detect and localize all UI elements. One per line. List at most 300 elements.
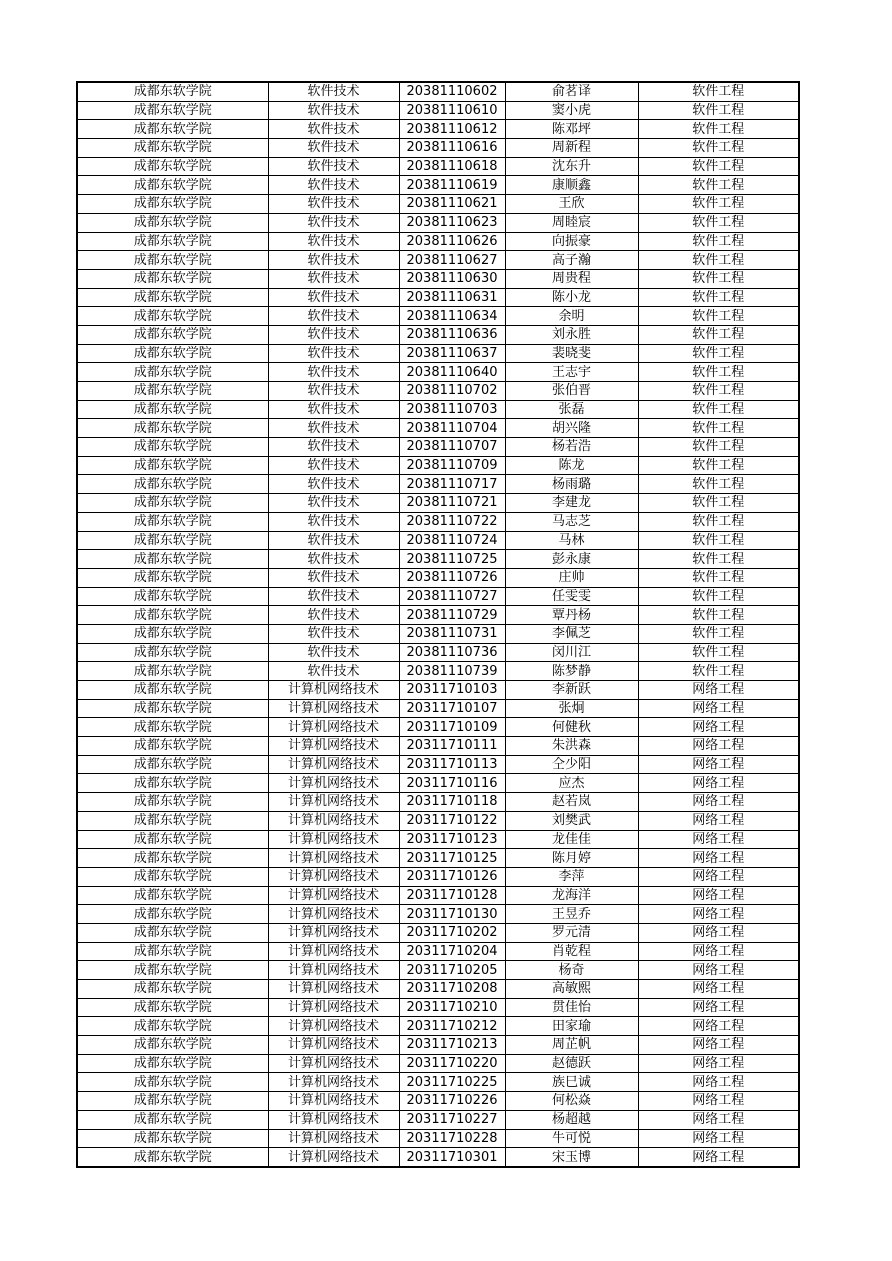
student-name-cell: 龙佳佳: [505, 830, 638, 849]
table-row: [77, 886, 799, 905]
program-cell: 软件技术: [268, 288, 399, 307]
student-name-cell: 仝少阳: [505, 755, 638, 774]
school-cell: 成都东软学院: [77, 699, 268, 718]
student-name-cell: 刘永胜: [505, 325, 638, 344]
major-cell: 网络工程: [638, 1036, 799, 1055]
student-name-cell: 张磊: [505, 400, 638, 419]
program-cell: 计算机网络技术: [268, 737, 399, 756]
major-cell: 网络工程: [638, 774, 799, 793]
school-cell: 成都东软学院: [77, 998, 268, 1017]
student-name-cell: 周芷帆: [505, 1036, 638, 1055]
table-row: [77, 176, 799, 195]
student-id-cell: 20381110736: [399, 643, 505, 662]
program-cell: 软件技术: [268, 101, 399, 120]
major-cell: 软件工程: [638, 157, 799, 176]
program-cell: 软件技术: [268, 325, 399, 344]
program-cell: 计算机网络技术: [268, 1017, 399, 1036]
student-name-cell: 陈龙: [505, 456, 638, 475]
major-cell: 网络工程: [638, 755, 799, 774]
program-cell: 计算机网络技术: [268, 1073, 399, 1092]
program-cell: 软件技术: [268, 195, 399, 214]
program-cell: 软件技术: [268, 662, 399, 681]
student-id-cell: 20381110724: [399, 531, 505, 550]
student-id-cell: 20381110640: [399, 363, 505, 382]
school-cell: 成都东软学院: [77, 737, 268, 756]
program-cell: 计算机网络技术: [268, 830, 399, 849]
student-id-cell: 20381110709: [399, 456, 505, 475]
program-cell: 计算机网络技术: [268, 867, 399, 886]
major-cell: 网络工程: [638, 1017, 799, 1036]
school-cell: 成都东软学院: [77, 195, 268, 214]
major-cell: 软件工程: [638, 325, 799, 344]
student-id-cell: 20311710208: [399, 980, 505, 999]
table-row: [77, 157, 799, 176]
school-cell: 成都东软学院: [77, 587, 268, 606]
program-cell: 软件技术: [268, 550, 399, 569]
program-cell: 软件技术: [268, 568, 399, 587]
table-row: [77, 363, 799, 382]
school-cell: 成都东软学院: [77, 662, 268, 681]
table-row: [77, 905, 799, 924]
program-cell: 计算机网络技术: [268, 681, 399, 700]
major-cell: 软件工程: [638, 251, 799, 270]
school-cell: 成都东软学院: [77, 1148, 268, 1167]
student-table-container: [76, 81, 800, 1168]
school-cell: 成都东软学院: [77, 1129, 268, 1148]
major-cell: 软件工程: [638, 195, 799, 214]
school-cell: 成都东软学院: [77, 606, 268, 625]
major-cell: 网络工程: [638, 867, 799, 886]
school-cell: 成都东软学院: [77, 157, 268, 176]
program-cell: 软件技术: [268, 512, 399, 531]
major-cell: 软件工程: [638, 120, 799, 139]
program-cell: 软件技术: [268, 531, 399, 550]
student-id-cell: 20311710205: [399, 961, 505, 980]
program-cell: 计算机网络技术: [268, 1129, 399, 1148]
student-id-cell: 20381110619: [399, 176, 505, 195]
student-id-cell: 20311710109: [399, 718, 505, 737]
table-row: [77, 568, 799, 587]
student-name-cell: 沈东升: [505, 157, 638, 176]
student-id-cell: 20311710122: [399, 811, 505, 830]
school-cell: 成都东软学院: [77, 718, 268, 737]
program-cell: 软件技术: [268, 382, 399, 401]
major-cell: 软件工程: [638, 475, 799, 494]
program-cell: 软件技术: [268, 494, 399, 513]
student-name-cell: 俞茗译: [505, 82, 638, 101]
student-name-cell: 李新跃: [505, 681, 638, 700]
student-name-cell: 赵德跃: [505, 1054, 638, 1073]
school-cell: 成都东软学院: [77, 793, 268, 812]
school-cell: 成都东软学院: [77, 213, 268, 232]
school-cell: 成都东软学院: [77, 325, 268, 344]
major-cell: 软件工程: [638, 269, 799, 288]
table-row: [77, 232, 799, 251]
table-row: [77, 849, 799, 868]
student-id-cell: 20311710210: [399, 998, 505, 1017]
program-cell: 软件技术: [268, 419, 399, 438]
student-id-cell: 20381110631: [399, 288, 505, 307]
student-name-cell: 赵若岚: [505, 793, 638, 812]
school-cell: 成都东软学院: [77, 923, 268, 942]
table-row: [77, 400, 799, 419]
table-row: [77, 643, 799, 662]
student-id-cell: 20311710204: [399, 942, 505, 961]
major-cell: 软件工程: [638, 624, 799, 643]
student-table: [76, 81, 800, 1168]
student-name-cell: 王欣: [505, 195, 638, 214]
major-cell: 软件工程: [638, 643, 799, 662]
student-id-cell: 20381110621: [399, 195, 505, 214]
school-cell: 成都东软学院: [77, 980, 268, 999]
student-name-cell: 闵川江: [505, 643, 638, 662]
student-name-cell: 龙海洋: [505, 886, 638, 905]
table-row: [77, 774, 799, 793]
major-cell: 网络工程: [638, 737, 799, 756]
major-cell: 网络工程: [638, 830, 799, 849]
student-id-cell: 20311710227: [399, 1110, 505, 1129]
program-cell: 计算机网络技术: [268, 905, 399, 924]
student-name-cell: 牛可悦: [505, 1129, 638, 1148]
school-cell: 成都东软学院: [77, 82, 268, 101]
major-cell: 网络工程: [638, 942, 799, 961]
school-cell: 成都东软学院: [77, 419, 268, 438]
table-row: [77, 737, 799, 756]
student-id-cell: 20311710107: [399, 699, 505, 718]
student-id-cell: 20381110630: [399, 269, 505, 288]
school-cell: 成都东软学院: [77, 849, 268, 868]
student-id-cell: 20311710123: [399, 830, 505, 849]
school-cell: 成都东软学院: [77, 643, 268, 662]
school-cell: 成都东软学院: [77, 1054, 268, 1073]
student-name-cell: 宋玉博: [505, 1148, 638, 1167]
program-cell: 软件技术: [268, 475, 399, 494]
major-cell: 软件工程: [638, 400, 799, 419]
school-cell: 成都东软学院: [77, 905, 268, 924]
table-row: [77, 120, 799, 139]
major-cell: 软件工程: [638, 494, 799, 513]
student-id-cell: 20311710126: [399, 867, 505, 886]
major-cell: 网络工程: [638, 849, 799, 868]
program-cell: 计算机网络技术: [268, 699, 399, 718]
school-cell: 成都东软学院: [77, 475, 268, 494]
school-cell: 成都东软学院: [77, 456, 268, 475]
program-cell: 软件技术: [268, 232, 399, 251]
student-id-cell: 20311710113: [399, 755, 505, 774]
major-cell: 网络工程: [638, 1073, 799, 1092]
student-name-cell: 杨雨璐: [505, 475, 638, 494]
major-cell: 网络工程: [638, 681, 799, 700]
student-name-cell: 胡兴隆: [505, 419, 638, 438]
table-row: [77, 587, 799, 606]
student-id-cell: 20381110612: [399, 120, 505, 139]
major-cell: 软件工程: [638, 419, 799, 438]
table-row: [77, 195, 799, 214]
student-name-cell: 窦小虎: [505, 101, 638, 120]
major-cell: 软件工程: [638, 568, 799, 587]
school-cell: 成都东软学院: [77, 512, 268, 531]
major-cell: 软件工程: [638, 213, 799, 232]
major-cell: 网络工程: [638, 980, 799, 999]
student-id-cell: 20381110636: [399, 325, 505, 344]
student-name-cell: 周睦宸: [505, 213, 638, 232]
school-cell: 成都东软学院: [77, 531, 268, 550]
school-cell: 成都东软学院: [77, 1110, 268, 1129]
student-id-cell: 20311710228: [399, 1129, 505, 1148]
student-name-cell: 贯佳怡: [505, 998, 638, 1017]
table-row: [77, 475, 799, 494]
program-cell: 软件技术: [268, 251, 399, 270]
student-id-cell: 20381110717: [399, 475, 505, 494]
student-id-cell: 20381110618: [399, 157, 505, 176]
student-name-cell: 马林: [505, 531, 638, 550]
program-cell: 软件技术: [268, 82, 399, 101]
table-row: [77, 1073, 799, 1092]
program-cell: 软件技术: [268, 157, 399, 176]
school-cell: 成都东软学院: [77, 830, 268, 849]
program-cell: 软件技术: [268, 269, 399, 288]
student-name-cell: 王昱乔: [505, 905, 638, 924]
program-cell: 软件技术: [268, 120, 399, 139]
major-cell: 软件工程: [638, 232, 799, 251]
student-name-cell: 覃丹杨: [505, 606, 638, 625]
table-row: [77, 1054, 799, 1073]
table-row: [77, 456, 799, 475]
student-name-cell: 张炯: [505, 699, 638, 718]
major-cell: 软件工程: [638, 456, 799, 475]
table-row: [77, 531, 799, 550]
student-id-cell: 20311710130: [399, 905, 505, 924]
student-name-cell: 杨超越: [505, 1110, 638, 1129]
major-cell: 网络工程: [638, 793, 799, 812]
student-name-cell: 陈邓坪: [505, 120, 638, 139]
table-row: [77, 923, 799, 942]
student-id-cell: 20311710301: [399, 1148, 505, 1167]
school-cell: 成都东软学院: [77, 568, 268, 587]
program-cell: 计算机网络技术: [268, 1054, 399, 1073]
student-id-cell: 20311710220: [399, 1054, 505, 1073]
program-cell: 计算机网络技术: [268, 755, 399, 774]
program-cell: 计算机网络技术: [268, 774, 399, 793]
student-id-cell: 20311710103: [399, 681, 505, 700]
program-cell: 软件技术: [268, 606, 399, 625]
major-cell: 软件工程: [638, 512, 799, 531]
major-cell: 软件工程: [638, 139, 799, 158]
major-cell: 网络工程: [638, 1092, 799, 1111]
program-cell: 计算机网络技术: [268, 1110, 399, 1129]
student-name-cell: 李佩芝: [505, 624, 638, 643]
table-row: [77, 1017, 799, 1036]
major-cell: 软件工程: [638, 531, 799, 550]
school-cell: 成都东软学院: [77, 382, 268, 401]
student-name-cell: 田家瑜: [505, 1017, 638, 1036]
major-cell: 网络工程: [638, 998, 799, 1017]
student-name-cell: 周新程: [505, 139, 638, 158]
school-cell: 成都东软学院: [77, 681, 268, 700]
student-name-cell: 何松焱: [505, 1092, 638, 1111]
program-cell: 计算机网络技术: [268, 849, 399, 868]
student-name-cell: 何健秋: [505, 718, 638, 737]
program-cell: 软件技术: [268, 438, 399, 457]
major-cell: 软件工程: [638, 288, 799, 307]
student-id-cell: 20381110703: [399, 400, 505, 419]
school-cell: 成都东软学院: [77, 867, 268, 886]
student-id-cell: 20381110704: [399, 419, 505, 438]
student-id-cell: 20381110626: [399, 232, 505, 251]
table-row: [77, 624, 799, 643]
table-row: [77, 942, 799, 961]
table-row: [77, 699, 799, 718]
student-name-cell: 任雯雯: [505, 587, 638, 606]
program-cell: 软件技术: [268, 456, 399, 475]
student-id-cell: 20381110725: [399, 550, 505, 569]
student-name-cell: 彭永康: [505, 550, 638, 569]
school-cell: 成都东软学院: [77, 438, 268, 457]
school-cell: 成都东软学院: [77, 307, 268, 326]
student-id-cell: 20311710118: [399, 793, 505, 812]
student-id-cell: 20311710111: [399, 737, 505, 756]
program-cell: 软件技术: [268, 139, 399, 158]
table-row: [77, 867, 799, 886]
student-id-cell: 20381110707: [399, 438, 505, 457]
student-id-cell: 20311710226: [399, 1092, 505, 1111]
table-row: [77, 1129, 799, 1148]
student-name-cell: 陈小龙: [505, 288, 638, 307]
major-cell: 软件工程: [638, 438, 799, 457]
student-name-cell: 李建龙: [505, 494, 638, 513]
major-cell: 软件工程: [638, 307, 799, 326]
student-name-cell: 刘樊武: [505, 811, 638, 830]
table-row: [77, 325, 799, 344]
table-row: [77, 307, 799, 326]
table-row: [77, 101, 799, 120]
table-row: [77, 980, 799, 999]
table-row: [77, 494, 799, 513]
program-cell: 计算机网络技术: [268, 923, 399, 942]
major-cell: 网络工程: [638, 699, 799, 718]
student-name-cell: 康顺鑫: [505, 176, 638, 195]
table-row: [77, 998, 799, 1017]
student-id-cell: 20381110729: [399, 606, 505, 625]
student-name-cell: 朱洪森: [505, 737, 638, 756]
major-cell: 网络工程: [638, 1129, 799, 1148]
student-id-cell: 20381110627: [399, 251, 505, 270]
student-id-cell: 20311710212: [399, 1017, 505, 1036]
major-cell: 网络工程: [638, 905, 799, 924]
table-row: [77, 288, 799, 307]
major-cell: 软件工程: [638, 101, 799, 120]
table-row: [77, 82, 799, 101]
major-cell: 软件工程: [638, 82, 799, 101]
major-cell: 软件工程: [638, 382, 799, 401]
school-cell: 成都东软学院: [77, 139, 268, 158]
school-cell: 成都东软学院: [77, 774, 268, 793]
student-name-cell: 杨若浩: [505, 438, 638, 457]
student-name-cell: 陈月婷: [505, 849, 638, 868]
student-name-cell: 杨奇: [505, 961, 638, 980]
student-id-cell: 20311710202: [399, 923, 505, 942]
table-row: [77, 662, 799, 681]
table-row: [77, 811, 799, 830]
table-row: [77, 1148, 799, 1167]
major-cell: 软件工程: [638, 587, 799, 606]
table-row: [77, 213, 799, 232]
school-cell: 成都东软学院: [77, 886, 268, 905]
school-cell: 成都东软学院: [77, 755, 268, 774]
major-cell: 软件工程: [638, 363, 799, 382]
student-id-cell: 20311710125: [399, 849, 505, 868]
table-body: [77, 82, 799, 1167]
student-id-cell: 20311710213: [399, 1036, 505, 1055]
school-cell: 成都东软学院: [77, 251, 268, 270]
student-id-cell: 20381110623: [399, 213, 505, 232]
table-row: [77, 419, 799, 438]
student-id-cell: 20311710128: [399, 886, 505, 905]
student-name-cell: 肖乾程: [505, 942, 638, 961]
school-cell: 成都东软学院: [77, 288, 268, 307]
table-row: [77, 438, 799, 457]
student-name-cell: 裴晓斐: [505, 344, 638, 363]
school-cell: 成都东软学院: [77, 101, 268, 120]
table-row: [77, 251, 799, 270]
student-id-cell: 20381110702: [399, 382, 505, 401]
program-cell: 软件技术: [268, 624, 399, 643]
student-name-cell: 周贵程: [505, 269, 638, 288]
table-row: [77, 1036, 799, 1055]
table-row: [77, 793, 799, 812]
major-cell: 软件工程: [638, 606, 799, 625]
program-cell: 计算机网络技术: [268, 886, 399, 905]
student-id-cell: 20381110634: [399, 307, 505, 326]
program-cell: 软件技术: [268, 400, 399, 419]
table-row: [77, 512, 799, 531]
school-cell: 成都东软学院: [77, 550, 268, 569]
major-cell: 网络工程: [638, 886, 799, 905]
school-cell: 成都东软学院: [77, 176, 268, 195]
program-cell: 软件技术: [268, 176, 399, 195]
student-id-cell: 20381110610: [399, 101, 505, 120]
student-id-cell: 20381110721: [399, 494, 505, 513]
school-cell: 成都东软学院: [77, 942, 268, 961]
table-row: [77, 961, 799, 980]
major-cell: 软件工程: [638, 662, 799, 681]
student-name-cell: 张伯晋: [505, 382, 638, 401]
student-name-cell: 庄帅: [505, 568, 638, 587]
program-cell: 软件技术: [268, 643, 399, 662]
table-row: [77, 344, 799, 363]
school-cell: 成都东软学院: [77, 400, 268, 419]
table-row: [77, 606, 799, 625]
program-cell: 计算机网络技术: [268, 961, 399, 980]
major-cell: 网络工程: [638, 923, 799, 942]
program-cell: 计算机网络技术: [268, 980, 399, 999]
student-name-cell: 王志宇: [505, 363, 638, 382]
program-cell: 软件技术: [268, 307, 399, 326]
school-cell: 成都东软学院: [77, 1092, 268, 1111]
program-cell: 软件技术: [268, 587, 399, 606]
table-row: [77, 681, 799, 700]
program-cell: 计算机网络技术: [268, 718, 399, 737]
student-id-cell: 20381110602: [399, 82, 505, 101]
student-name-cell: 罗元清: [505, 923, 638, 942]
student-name-cell: 向振豪: [505, 232, 638, 251]
table-row: [77, 718, 799, 737]
table-row: [77, 755, 799, 774]
program-cell: 计算机网络技术: [268, 1148, 399, 1167]
school-cell: 成都东软学院: [77, 344, 268, 363]
table-row: [77, 830, 799, 849]
student-id-cell: 20381110739: [399, 662, 505, 681]
